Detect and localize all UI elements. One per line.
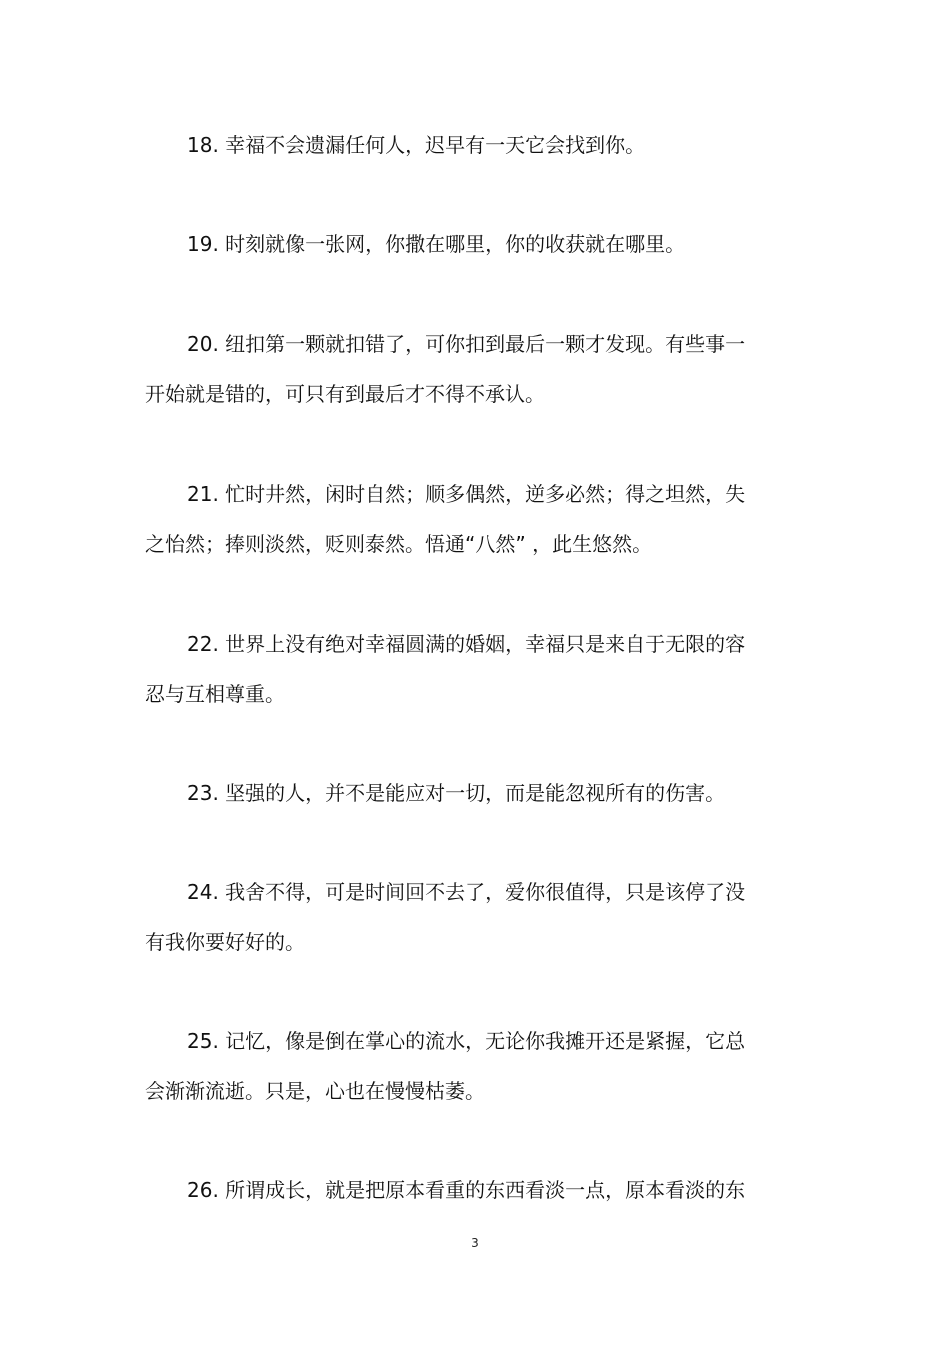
paragraph-line: 有我你要好好的。 <box>145 930 305 954</box>
paragraph-21 <box>145 469 770 569</box>
paragraph-line: 20. 纽扣第一颗就扣错了，可你扣到最后一颗才发现。有些事一 <box>187 332 746 356</box>
paragraph-18 <box>145 120 770 170</box>
paragraph-20 <box>145 319 770 419</box>
paragraph-line: 24. 我舍不得，可是时间回不去了，爱你很值得，只是该停了没 <box>187 880 746 904</box>
paragraph-line: 18. 幸福不会遗漏任何人，迟早有一天它会找到你。 <box>187 133 646 157</box>
paragraph-line: 会渐渐流逝。只是，心也在慢慢枯萎。 <box>145 1079 485 1103</box>
paragraph-line: 22. 世界上没有绝对幸福圆满的婚姻，幸福只是来自于无限的容 <box>187 632 746 656</box>
paragraph-25 <box>145 1016 770 1116</box>
paragraph-line: 开始就是错的，可只有到最后才不得不承认。 <box>145 382 545 406</box>
paragraph-line: 19. 时刻就像一张网，你撒在哪里，你的收获就在哪里。 <box>187 232 686 256</box>
paragraph-22 <box>145 619 770 719</box>
page-number: 3 <box>471 1236 479 1250</box>
paragraph-23 <box>145 768 770 818</box>
paragraph-line: 忍与互相尊重。 <box>145 682 285 706</box>
paragraph-19 <box>145 219 770 269</box>
paragraph-line: 25. 记忆，像是倒在掌心的流水，无论你我摊开还是紧握，它总 <box>187 1029 746 1053</box>
paragraph-line: 26. 所谓成长，就是把原本看重的东西看淡一点，原本看淡的东 <box>187 1178 746 1202</box>
paragraph-26 <box>145 1165 770 1215</box>
paragraph-line: 21. 忙时井然，闲时自然；顺多偶然，逆多必然；得之坦然，失 <box>187 482 746 506</box>
paragraph-line: 23. 坚强的人，并不是能应对一切，而是能忽视所有的伤害。 <box>187 781 726 805</box>
paragraph-24 <box>145 867 770 967</box>
paragraph-line: 之怡然；捧则淡然，贬则泰然。悟通“八然” ，此生悠然。 <box>145 532 653 556</box>
